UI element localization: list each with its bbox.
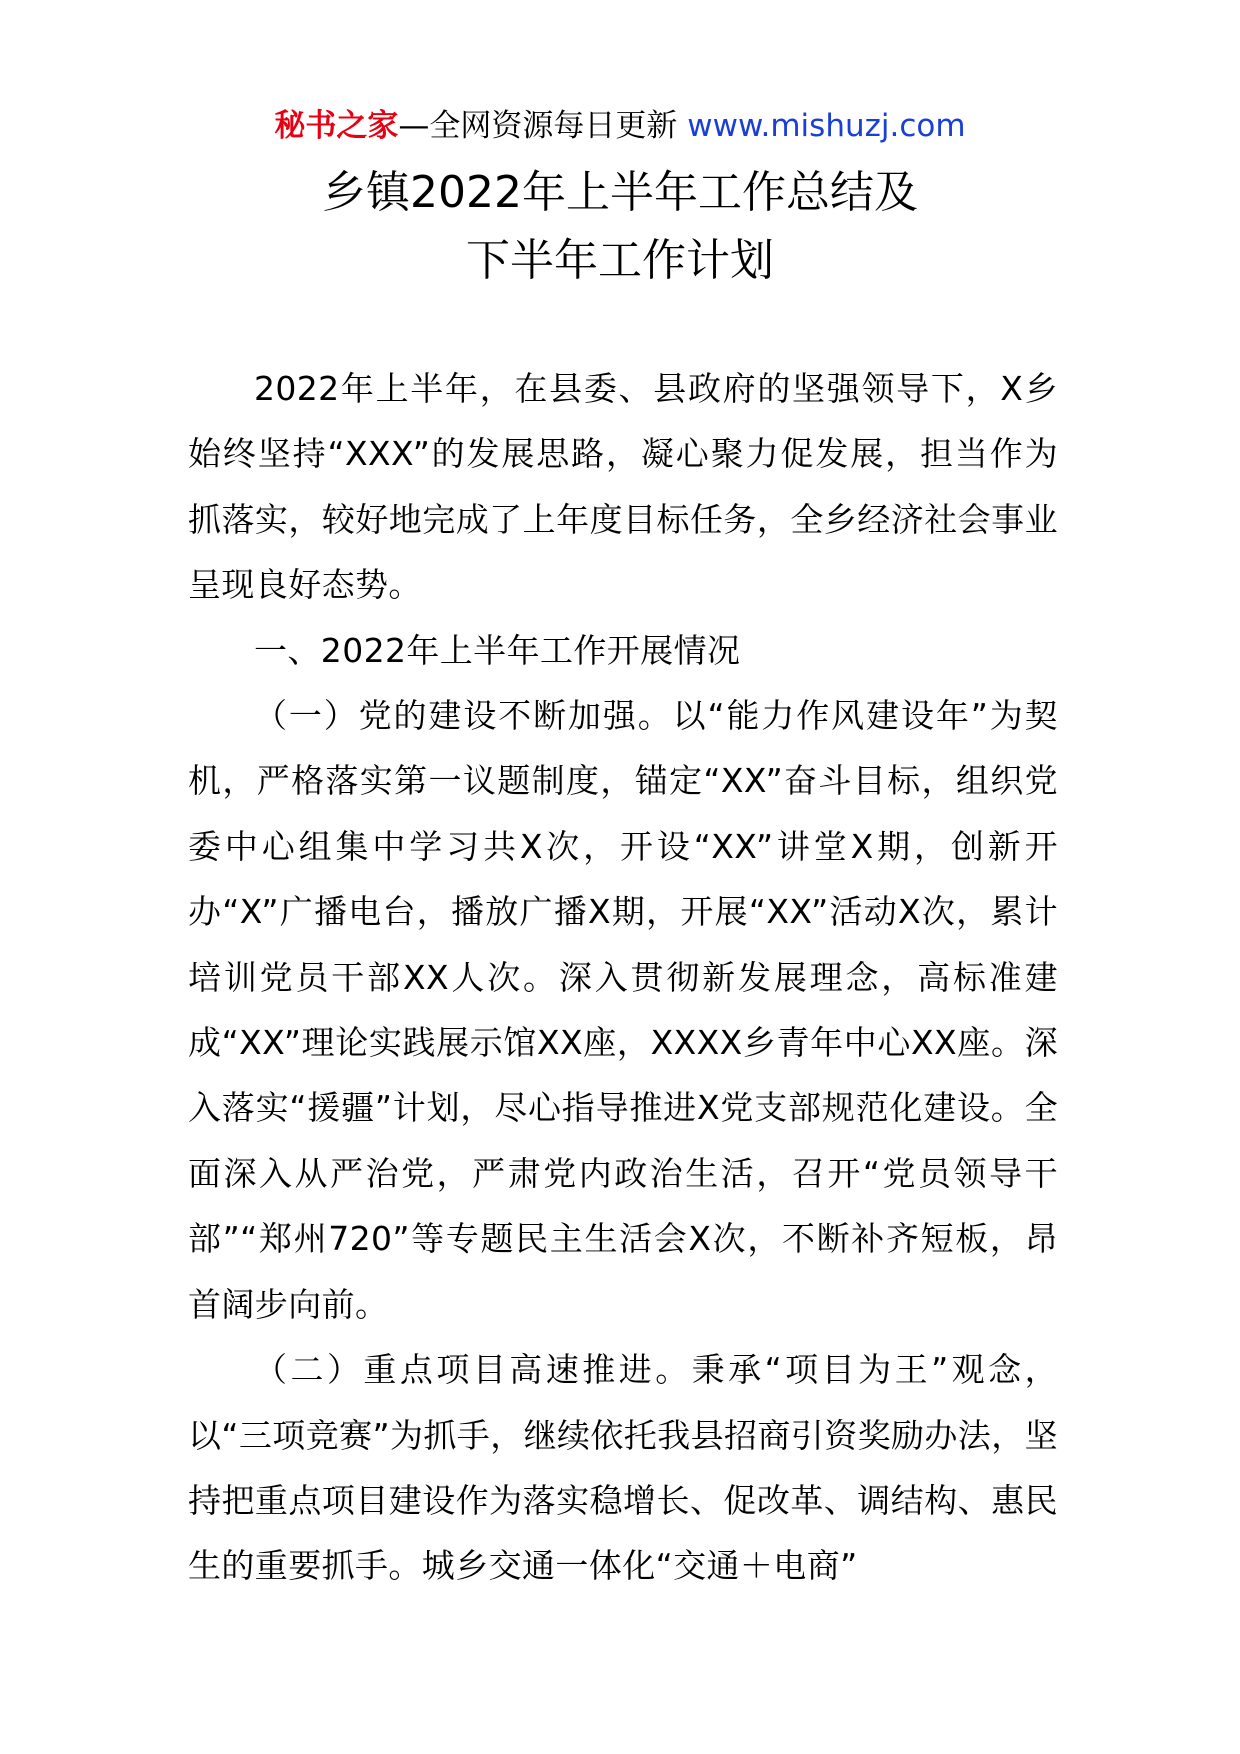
document-body: [188, 356, 1058, 1599]
paragraph-party-building: （一）党的建设不断加强。以“能力作风建设年”为契机，严格落实第一议题制度，锚定“XX”奋斗目标，组织党委中心组集中学习共X次，开设“XX”讲堂X期，创新开办“X”广播电台，播放广播X期，开展“XX”活动X次，累计培训党员干部XX人次。深入贯彻新发展理念，高标准建成“XX”理论实践展示馆XX座，XXXX乡青年中心XX座。深入落实“援疆”计划，尽心指导推进X党支部规范化建设。全面深入从严治党，严肃党内政治生活，召开“党员领导干部”“郑州720”等专题民主生活会X次，不断补齐短板，昂首阔步向前。: [188, 696, 1058, 1324]
paragraph-key-projects: （二）重点项目高速推进。秉承“项目为王”观念，以“三项竞赛”为抓手，继续依托我县招商引资奖励办法，坚持把重点项目建设作为落实稳增长、促改革、调结构、惠民生的重要抓手。城乡交通一体化“交通＋电商”: [188, 1350, 1058, 1586]
document-title-line-2: 下半年工作计划: [466, 235, 774, 286]
site-url-link[interactable]: www.mishuzj.com: [687, 108, 966, 144]
section-heading-1: 一、2022年上半年工作开展情况: [254, 630, 741, 670]
watermark-header: [0, 104, 1240, 148]
document-title-line-1: 乡镇2022年上半年工作总结及: [322, 167, 918, 218]
paragraph-intro: 2022年上半年，在县委、县政府的坚强领导下，X乡始终坚持“XXX”的发展思路，凝心聚力促发展，担当作为抓落实，较好地完成了上年度目标任务，全乡经济社会事业呈现良好态势。: [188, 369, 1058, 605]
brand-name: 秘书之家: [274, 108, 399, 144]
slogan-text: —全网资源每日更新: [398, 108, 688, 144]
